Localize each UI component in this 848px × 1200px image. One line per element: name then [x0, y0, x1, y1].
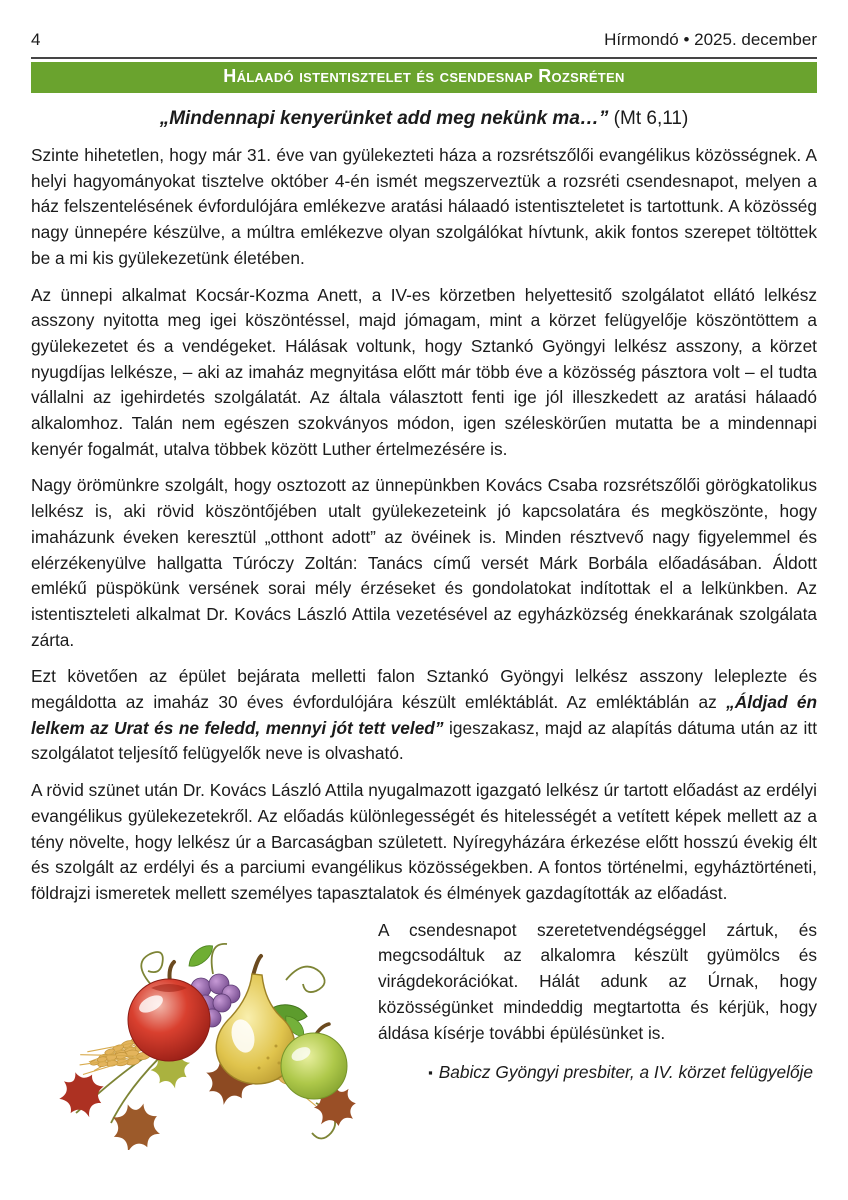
- closing-text-column: [366, 918, 817, 1150]
- paragraph-3: Nagy örömünkre szolgált, hogy osztozott az ünnepünkben Kovács Csaba rozsrétszőlői görögkatolikus lelkész is, aki rövid köszöntőjében utalt gyülekezeteink jó kapcsolatára és megköszönte, hogy imaházunk éveken keresztül „otthont adott” az övéinek is. Minden résztvevő nagy figyelemmel és elérzékenyülve hallgatta Túróczy Zoltán: Tanács című versét Márk Borbála előadásában. Áldott emlékű püspökünk versének sorai mély érzéseket és gondolatokat indítottak el a lelkünkben. Az istentiszteleti alkalmat Dr. Kovács László Attila vezetésével az egyházközség énekkarának szolgálata zárta.: [31, 475, 817, 650]
- quote-text: „Mindennapi kenyerünket add meg nekünk ma…”: [159, 108, 609, 129]
- signature-text: Babicz Gyöngyi presbiter, a IV. körzet felügyelője: [438, 1062, 813, 1083]
- paragraph-4-bold-verse: „Áldjad én lelkem az Urat és ne feledd, mennyi jót tett veled”: [31, 692, 817, 738]
- paragraph-1: Szinte hihetetlen, hogy már 31. éve van gyülekezteti háza a rozsrétszőlői evangélikus közösségnek. A helyi hagyományokat tisztelve október 4-én ismét megszerveztük a rozsréti csendesnapot, melyen a ház felszentelésének évfordulójára emlékezve aratási hálaadó istentiszteletet is tartottunk. A közösség nagy ünnepére készülve, a múltra emlékezve olyan szolgálókat hívtunk, akik fontos szerepet töltöttek be a mi kis gyülekezetünk életében.: [31, 145, 817, 268]
- harvest-fruit-image: [31, 918, 366, 1150]
- paragraph-5: A rövid szünet után Dr. Kovács László Attila nyugalmazott igazgató lelkész úr tartott előadást az erdélyi evangélikus gyülekezetekről. Az előadás különlegességét és hitelességét a vetített képek mellett az a tény növelte, hogy lelkész úr a Barcaságban született. Nyíregyházára érkezése előtt hosszú évekig élt és szolgált az erdélyi és a parciumi evangélikus közösségekben. A fontos történelmi, egyháztörténeti, földrajzi ismeretek mellett személyes tapasztalatok és élmények gazdagították az előadást.: [31, 780, 817, 903]
- signature-line: [378, 1062, 817, 1083]
- paragraph-6: A csendesnapot szeretetvendégséggel zártuk, és megcsodáltuk az alkalomra készült gyümölcs és virágdekorációkat. Hálát adunk az Úrnak, hogy közösségünket mindeddig megtartotta és kérjük, hogy áldása kísérje további épülésünket is.: [378, 919, 817, 1043]
- square-bullet-icon: ▪: [428, 1065, 433, 1081]
- scripture-quote: [31, 108, 817, 130]
- page-number: 4: [31, 30, 41, 49]
- closing-section: [31, 918, 817, 1150]
- article-title-banner: Hálaadó istentisztelet és csendesnap Rozsréten: [31, 62, 817, 93]
- paragraph-4-post: igeszakasz, majd az alapítás dátuma után az itt szolgálatot teljesítő felügyelők neve is olvasható.: [31, 717, 817, 764]
- paragraph-4: [31, 664, 817, 767]
- harvest-fruit-illustration: [31, 918, 366, 1150]
- page-header: [31, 30, 817, 59]
- paragraph-4-pre: Ezt követően az épület bejárata melletti falon Sztankó Gyöngyi lelkész asszony leleplezte és megáldotta az imaház 30 éves évfordulójára készült emléktáblát. Az emléktáblán az: [31, 666, 817, 713]
- red-apple-icon: [128, 962, 210, 1061]
- paragraph-2: Az ünnepi alkalmat Kocsár-Kozma Anett, a IV-es körzetben helyettesitő szolgálatot ellátó lelkész asszony nyitotta meg igei köszöntéssel, majd jómagam, mint a körzet felügyelője köszöntöttem a gyülekezetet és a vendégeket. Hálásak voltunk, hogy Sztankó Gyöngyi lelkész asszony, a körzet nyugdíjas lelkésze, – aki az imaház megnyitása előtt már több éve a közösség pásztora volt – el tudta vállalni az igehirdetés szolgálatát. Az általa választott fenti ige jól illeszkedett az aratási hálaadó alkalomhoz. Talán nem egészen szokványos módon, igen széleskörűen mutatta be a mindennapi kenyér fogalmát, utalva többek között Luther értelmezésére is.: [31, 284, 817, 459]
- header-title: Hírmondó • 2025. december: [604, 30, 817, 49]
- quote-reference: (Mt 6,11): [608, 108, 689, 129]
